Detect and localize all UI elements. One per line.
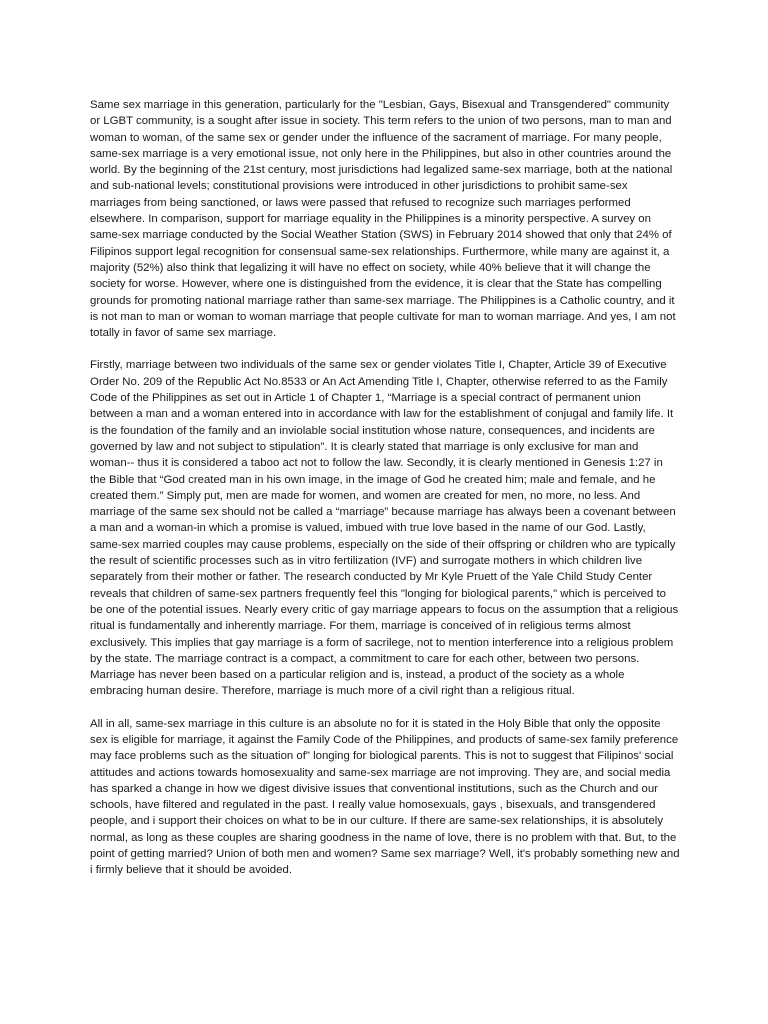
document-page bbox=[90, 97, 680, 879]
paragraph-introduction: Same sex marriage in this generation, particularly for the "Lesbian, Gays, Bisexual and Transgendered" community or LGBT community, is a sought after issue in society. This term refers to the union of two persons, man to man and woman to woman, of the same sex or gender under the influence of the sacrament of marriage. For many people, same-sex marriage is a very emotional issue, not only here in the Philippines, but also in other countries around the world. By the beginning of the 21st century, most jurisdictions had legalized same-sex marriage, both at the national and sub-national levels; constitutional provisions were introduced in other jurisdictions to prohibit same-sex marriages from being sanctioned, or laws were passed that refused to recognize such marriages performed elsewhere. In comparison, support for marriage equality in the Philippines is a minority perspective. A survey on same-sex marriage conducted by the Social Weather Station (SWS) in February 2014 showed that only that 24% of Filipinos support legal recognition for consensual same-sex relationships. Furthermore, while many are against it, a majority (52%) also think that legalizing it will have no effect on society, while 40% believe that it will change the society for worse. However, where one is distinguished from the evidence, it is clear that the State has compelling grounds for promoting national marriage rather than same-sex marriage. The Philippines is a Catholic country, and it is not man to man or woman to woman marriage that people cultivate for man to woman marriage. And yes, I am not totally in favor of same sex marriage. bbox=[90, 99, 676, 340]
paragraph-conclusion: All in all, same-sex marriage in this culture is an absolute no for it is stated in the Holy Bible that only the opposite sex is eligible for marriage, it against the Family Code of the Philippines, and products of same-sex family preference may face problems such as the situation of" longing for biological parents. This is not to suggest that Filipinos' social attitudes and actions towards homosexuality and same-sex marriage are not improving. They are, and social media has sparked a change in how we digest divisive issues that conventional institutions, such as the Church and our schools, have filtered and regulated in the past. I really value homosexuals, gays , bisexuals, and transgendered people, and i support their choices on what to be in our culture. If there are same-sex relationships, it is absolutely normal, as long as these couples are sharing goodness in the name of love, there is no problem with that. But, to the point of getting married? Union of both men and women? Same sex marriage? Well, it's probably something new and i firmly believe that it should be avoided. bbox=[90, 717, 680, 877]
paragraph-arguments: Firstly, marriage between two individuals of the same sex or gender violates Title I, Chapter, Article 39 of Executive Order No. 209 of the Republic Act No.8533 or An Act Amending Title I, Chapter, otherwise referred to as the Family Code of the Philippines as set out in Article 1 of Chapter 1, “Marriage is a special contract of permanent union between a man and a woman entered into in accordance with law for the establishment of conjugal and family life. It is the foundation of the family and an inviolable social institution whose nature, consequences, and incidents are governed by law and not subject to stipulation”. It is clearly stated that marriage is only exclusive for man and woman-- thus it is considered a taboo act not to follow the law. Secondly, it is clearly mentioned in Genesis 1:27 in the Bible that “God created man in his own image, in the image of God he created him; male and female, and he created them.” Simply put, men are made for women, and women are created for men, no more, no less. And marriage of the same sex should not be called a “marriage” because marriage has always been a covenant between a man and a woman-in which a promise is valued, imbued with true love based in the name of our God. Lastly, same-sex married couples may cause problems, especially on the side of their offspring or children who are typically the result of scientific processes such as in vitro fertilization (IVF) and surrogate mothers in which children live separately from their mother or father. The research conducted by Mr Kyle Pruett of the Yale Child Study Center reveals that children of same-sex partners frequently feel this "longing for biological parents," which is perceived to be one of the potential issues. Nearly every critic of gay marriage appears to focus on the assumption that a religious ritual is fundamentally and inherently marriage. For them, marriage is conceived of in religious terms almost exclusively. This implies that gay marriage is a form of sacrilege, not to mention interference into a religious problem by the state. The marriage contract is a compact, a commitment to care for each other, between two persons. Marriage has never been based on a particular religion and is, instead, a product of the society as a whole embracing human desire. Therefore, marriage is much more of a civil right than a religious ritual. bbox=[90, 359, 679, 698]
